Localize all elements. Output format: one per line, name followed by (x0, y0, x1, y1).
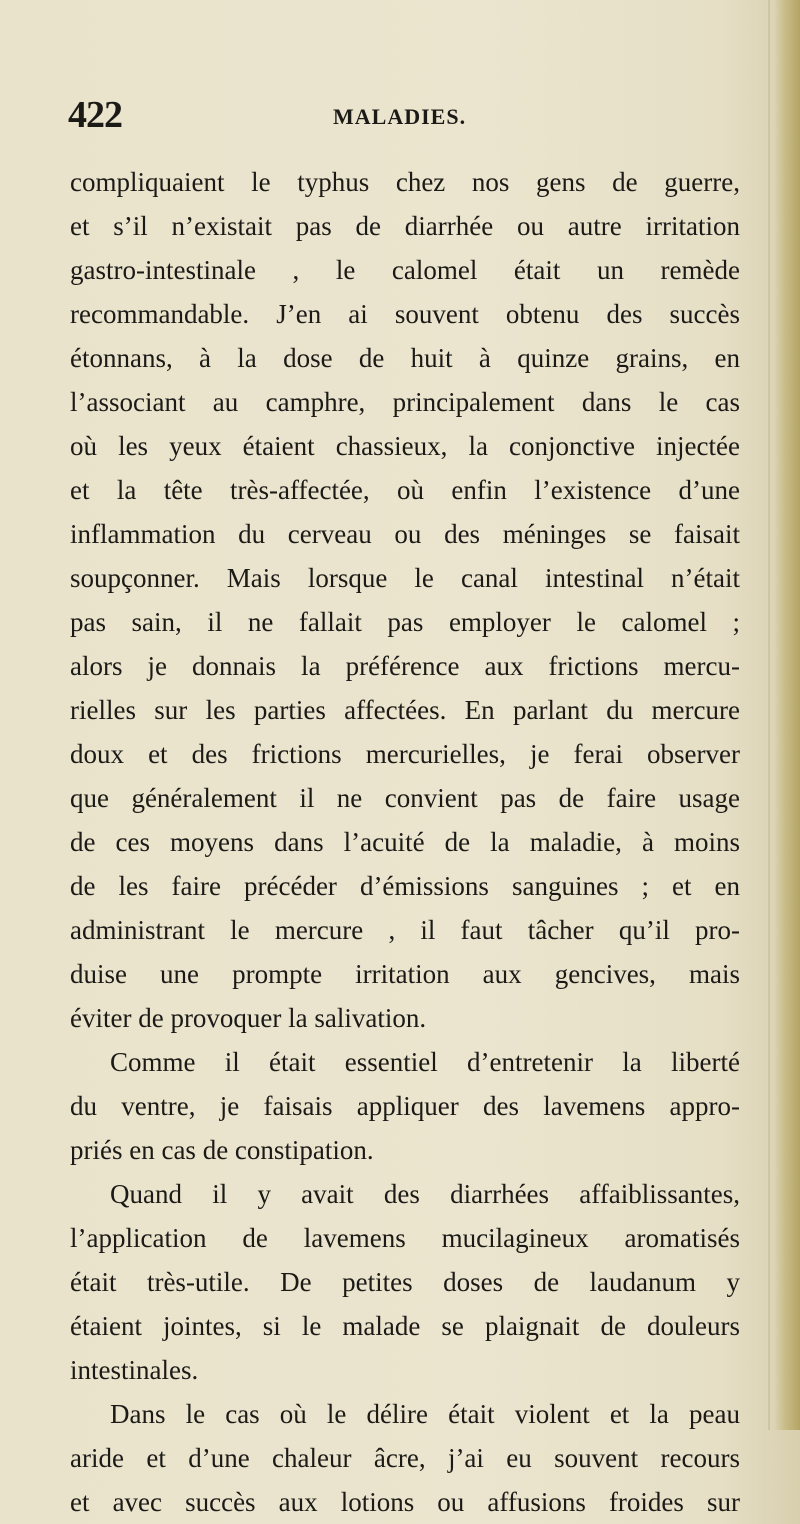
page-number: 422 (68, 94, 122, 136)
page-edge-stain (774, 0, 800, 1430)
page-edge-shadow (768, 0, 770, 1430)
text-line: gastro-intestinale , le calomel était un remède (70, 255, 740, 285)
text-line: l’associant au camphre, principalement dans le cas (70, 387, 740, 417)
text-line: pas sain, il ne fallait pas employer le calomel ; (70, 607, 740, 637)
text-line: du ventre, je faisais appliquer des lavemens appro- (70, 1091, 740, 1121)
text-line: étaient jointes, si le malade se plaignait de douleurs (70, 1311, 740, 1341)
text-line: compliquaient le typhus chez nos gens de guerre, (70, 167, 740, 197)
text-line: intestinales. (70, 1355, 199, 1385)
text-line: rielles sur les parties affectées. En parlant du mercure (70, 695, 740, 725)
text-line: duise une prompte irritation aux gencives, mais (70, 959, 740, 989)
text-line: soupçonner. Mais lorsque le canal intestinal n’était (70, 563, 740, 593)
text-line: inflammation du cerveau ou des méninges se faisait (70, 519, 740, 549)
running-head: MALADIES. (333, 104, 467, 129)
text-line: éviter de provoquer la salivation. (70, 1003, 427, 1033)
text-line: administrant le mercure , il faut tâcher qu’il pro- (70, 915, 740, 945)
text-line: et la tête très-affectée, où enfin l’existence d’une (70, 475, 740, 505)
text-line: alors je donnais la préférence aux frictions mercu- (70, 651, 740, 681)
text-line: et s’il n’existait pas de diarrhée ou autre irritation (70, 211, 740, 241)
text-line: aride et d’une chaleur âcre, j’ai eu souvent recours (70, 1443, 740, 1473)
text-line: où les yeux étaient chassieux, la conjonctive injectée (70, 431, 740, 461)
text-line: recommandable. J’en ai souvent obtenu des succès (70, 299, 740, 329)
text-line: l’application de lavemens mucilagineux aromatisés (70, 1223, 740, 1253)
body-text (70, 160, 740, 1524)
text-line: priés en cas de constipation. (70, 1135, 374, 1165)
paragraph-start-line: Comme il était essentiel d’entretenir la liberté (110, 1047, 740, 1077)
text-line: de ces moyens dans l’acuité de la maladie, à moins (70, 827, 740, 857)
paragraph-start-line: Dans le cas où le délire était violent et la peau (110, 1399, 740, 1429)
text-line: que généralement il ne convient pas de faire usage (70, 783, 740, 813)
text-line: étonnans, à la dose de huit à quinze grains, en (70, 343, 740, 373)
page-header (68, 92, 748, 138)
text-line: était très-utile. De petites doses de laudanum y (70, 1267, 740, 1297)
text-line: de les faire précéder d’émissions sanguines ; et en (70, 871, 740, 901)
paragraph-start-line: Quand il y avait des diarrhées affaiblissantes, (110, 1179, 740, 1209)
text-line: doux et des frictions mercurielles, je ferai observer (70, 739, 740, 769)
text-line: et avec succès aux lotions ou affusions froides sur (70, 1487, 740, 1517)
